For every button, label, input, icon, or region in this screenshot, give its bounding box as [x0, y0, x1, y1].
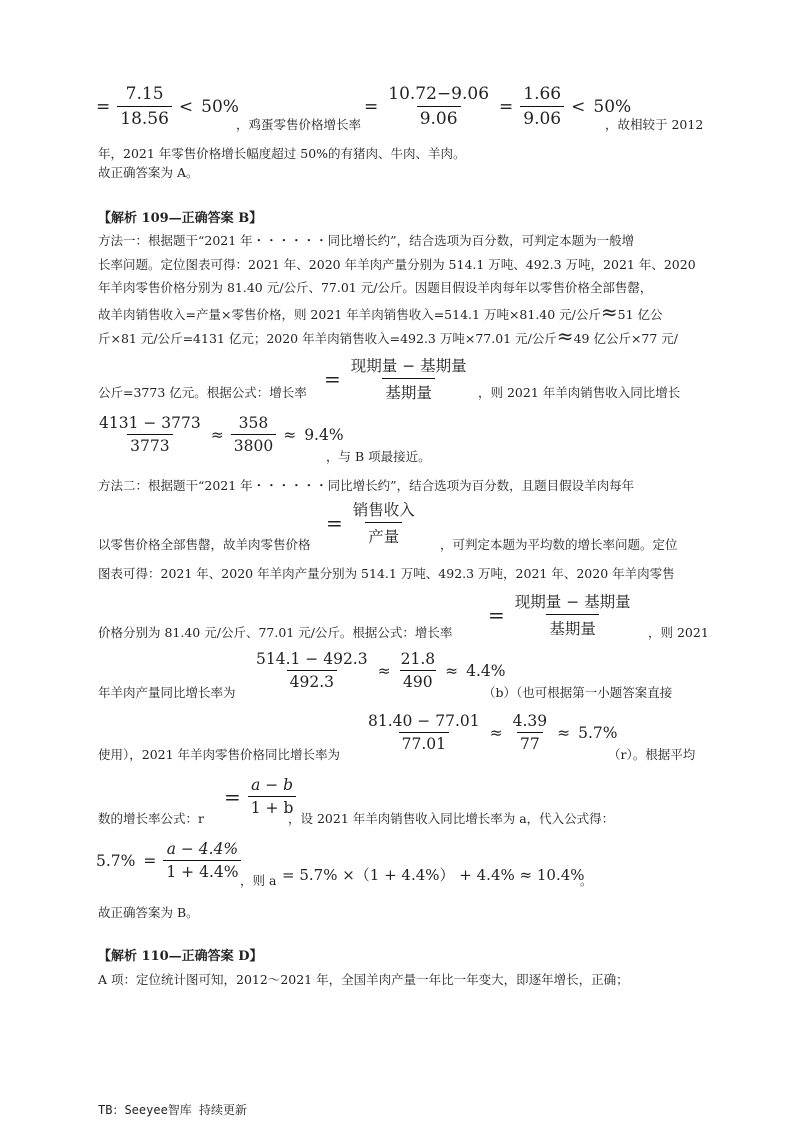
formula-growth-rate-2: = $\frac{\text{现期量 − 基期量}}{\text{基期量}}$ [488, 593, 631, 638]
formula-substitution: 5.7% = $\frac{a - 4.4\%}{1 + 4.4\%}$ [96, 840, 244, 881]
formula-egg-ratio: = $\frac{7.15}{18.56}$ < 50% [96, 84, 239, 129]
text-line: 价格分别为 81.40 元/公斤、77.01 元/公斤。根据公式：增长率 [98, 625, 453, 640]
text-line: 长率问题。定位图表可得：2021 年、2020 年羊肉产量分别为 514.1 万吨、492.3 万吨，2021 年、2020 [98, 257, 696, 272]
text-line: ，鸡蛋零售价格增长率 [236, 117, 362, 132]
text-line: ，则 2021 年羊肉销售收入同比增长 [478, 385, 681, 400]
text-line: （r）。根据平均 [608, 747, 696, 762]
text-line: 方法一：根据题干“2021 年・・・・・・同比增长约”，结合选项为百分数，可判定本题为一般增 [98, 233, 635, 248]
text-line: 方法二：根据题干“2021 年・・・・・・同比增长约”，结合选项为百分数，且题目假设羊肉每年 [98, 478, 635, 493]
text-line: 使用），2021 年羊肉零售价格同比增长率为 [98, 747, 341, 762]
answer-line: 故正确答案为 A。 [98, 165, 199, 180]
text-line: ，则 2021 [648, 625, 709, 640]
formula-egg-growth: = $\frac{10.72-9.06}{9.06}$ = $\frac{1.66}{9.06}$ < 50% [364, 84, 632, 129]
text-line: 年，2021 年零售价格增长幅度超过 50%的有猪肉、牛肉、羊肉。 [98, 146, 466, 161]
page-footer: TB：Seeyee智库 持续更新 [98, 1103, 248, 1117]
text-line: （b）（也可根据第一小题答案直接 [483, 685, 673, 700]
text-line: 公斤=3773 亿元。根据公式：增长率 [98, 385, 307, 400]
formula-result: = 5.7% ×（1 + 4.4%） + 4.4% ≈ 10.4% [282, 866, 585, 884]
text-line: ，与 B 项最接近。 [326, 449, 431, 464]
formula-price-growth: $\frac{81.40 - 77.01}{77.01}$ ≈ $\frac{4.39}{77}$ ≈ 5.7% [368, 712, 618, 753]
text-line: 年羊肉产量同比增长率为 [98, 685, 236, 700]
formula-revenue-growth: $\frac{4131 - 3773}{3773}$ ≈ $\frac{358}{3800}$ ≈ 9.4% [99, 414, 344, 455]
answer-line: 故正确答案为 B。 [98, 905, 199, 920]
text-line: ，则 a [240, 873, 277, 888]
text-line: ，可判定本题为平均数的增长率问题。定位 [440, 537, 678, 552]
section-heading-110: 【解析 110—正确答案 D】 [98, 949, 263, 964]
formula-price: = $\frac{\text{销售收入}}{\text{产量}}$ [326, 501, 415, 546]
text-line: 斤×81 元/公斤=4131 亿元；2020 年羊肉销售收入=492.3 万吨×77.01 元/公斤≈49 亿公斤×77 元/ [98, 324, 679, 348]
section-heading-109: 【解析 109—正确答案 B】 [98, 211, 263, 226]
text-line: 以零售价格全部售罄，故羊肉零售价格 [98, 537, 311, 552]
text-line: ，设 2021 年羊肉销售收入同比增长率为 a，代入公式得： [288, 811, 615, 826]
approx-symbol: ≈ [600, 300, 618, 324]
text-line: 数的增长率公式：r [98, 811, 204, 826]
text-line: 故羊肉销售收入=产量×零售价格，则 2021 年羊肉销售收入=514.1 万吨×81.40 元/公斤≈51 亿公 [98, 300, 663, 324]
text-line: ，故相较于 2012 [605, 117, 704, 132]
formula-growth-rate: = $\frac{\text{现期量 − 基期量}}{\text{基期量}}$ [324, 357, 467, 402]
text-line: A 项：定位统计图可知，2012～2021 年，全国羊肉产量一年比一年变大，即逐年增长，正确； [98, 972, 629, 987]
formula-output-growth: $\frac{514.1 - 492.3}{492.3}$ ≈ $\frac{21.8}{490}$ ≈ 4.4% [256, 650, 506, 691]
text-line: 图表可得：2021 年、2020 年羊肉产量分别为 514.1 万吨、492.3 万吨，2021 年、2020 年羊肉零售 [98, 566, 675, 581]
text-line: 年羊肉零售价格分别为 81.40 元/公斤、77.01 元/公斤。因题目假设羊肉每年以零售价格全部售罄， [98, 280, 653, 295]
formula-average-growth: = $\frac{a - b}{1 + b}$ [220, 776, 299, 817]
approx-symbol: ≈ [556, 324, 574, 348]
text-line: 。 [580, 873, 593, 888]
